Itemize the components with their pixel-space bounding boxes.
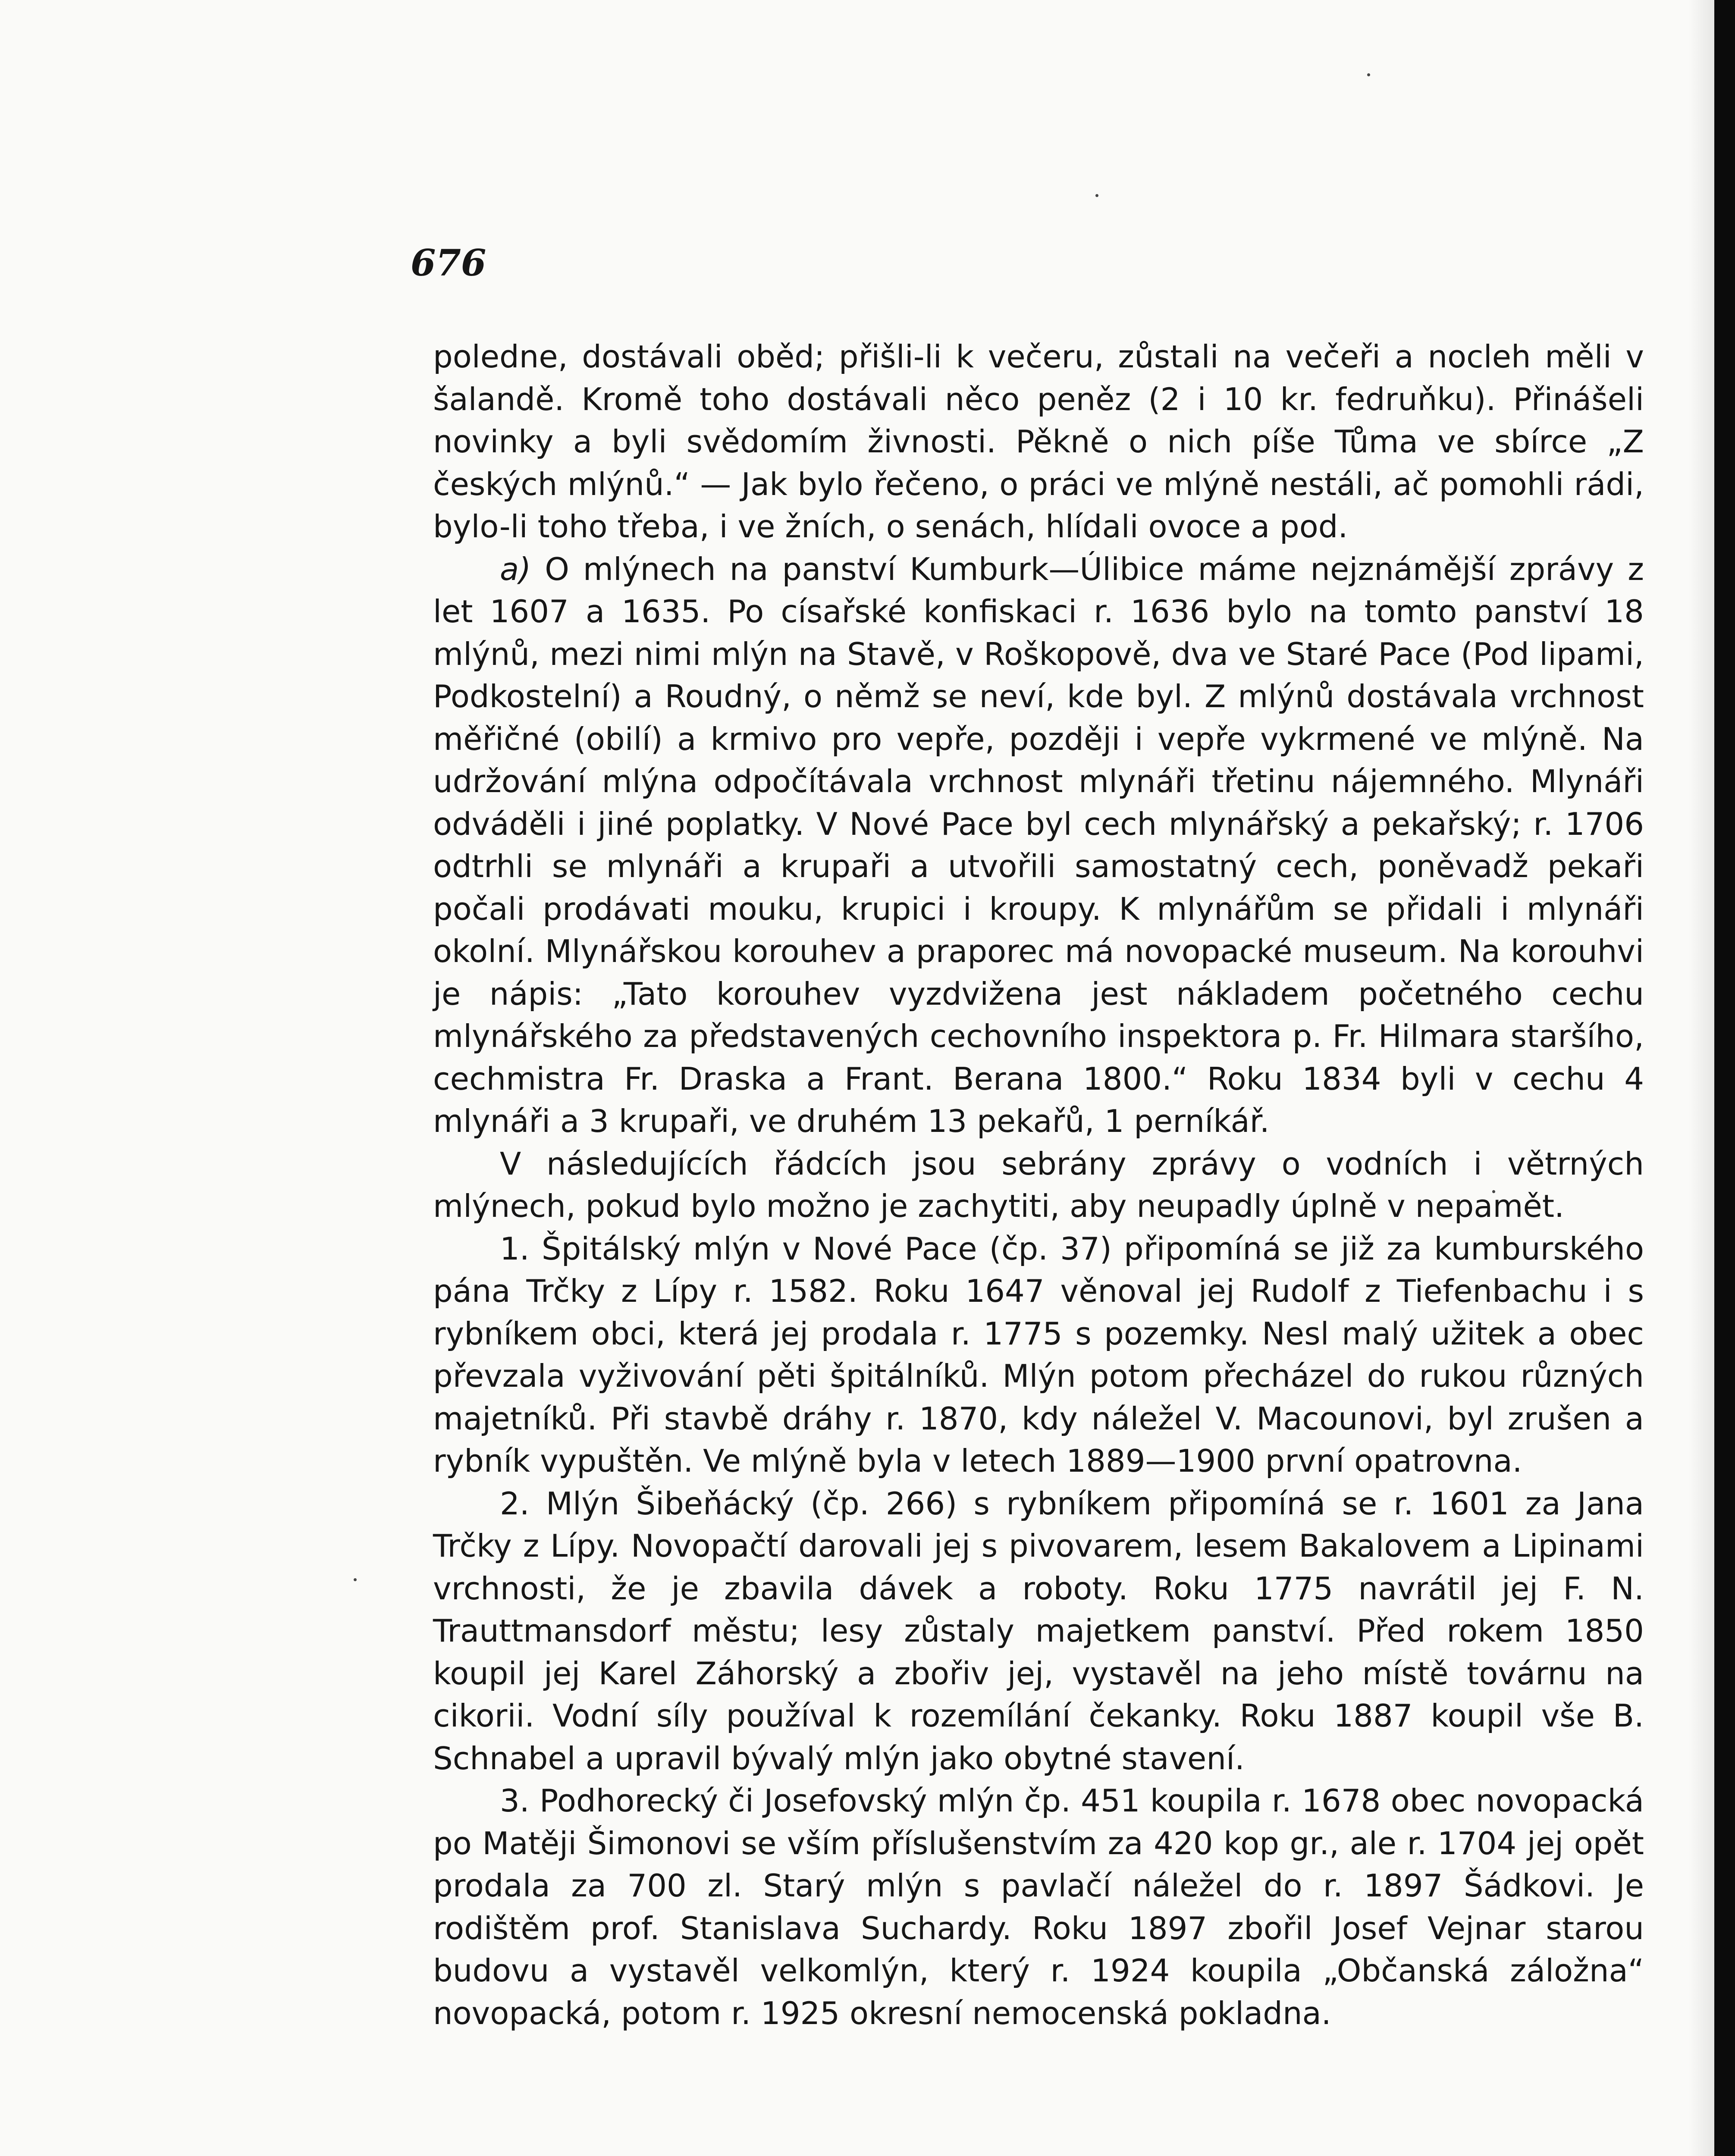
paragraph [433, 1780, 1644, 2034]
paragraph [433, 548, 1644, 1143]
paragraph-text: 3. Podhorecký či Josefovský mlýn čp. 451 koupila r. 1678 obec novopacká po Matěji Šimonovi se vším příslušenstvím za 420 kop gr., ale r. 1704 jej opět prodala za 700 zl. Starý mlýn s pavlačí náležel do r. 1897 Šádkovi. Je rodištěm prof. Stanislava Suchardy. Roku 1897 zbořil Josef Vejnar starou budovu a vystavěl velkomlýn, který r. 1924 koupila „Občanská záložna“ novopacká, potom r. 1925 okresní nemocenská pokladna. [433, 1783, 1644, 2031]
section-label: a) [500, 551, 545, 587]
paragraph-text: 2. Mlýn Šibeňácký (čp. 266) s rybníkem připomíná se r. 1601 za Jana Trčky z Lípy. Novopačtí darovali jej s pivovarem, lesem Bakalovem a Lipinami vrchnosti, že je zbavila dávek a roboty. Roku 1775 navrátil jej F. N. Trauttmansdorf městu; lesy zůstaly majetkem panství. Před rokem 1850 koupil jej Karel Záhorský a zbořiv jej, vystavěl na jeho místě továrnu na cikorii. Vodní síly používal k rozemílání čekanky. Roku 1887 koupil vše B. Schnabel a upravil bývalý mlýn jako obytné stavení. [433, 1485, 1644, 1777]
paragraph-text: V následujících řádcích jsou sebrány zprávy o vodních i větrných mlýnech, pokud bylo možno je zachytiti, aby neupadly úplně v nepamět. [433, 1145, 1644, 1224]
paragraph-text: poledne, dostávali oběd; přišli-li k večeru, zůstali na večeři a nocleh měli v šalandě. Kromě toho dostávali něco peněz (2 i 10 kr. fedruňku). Přinášeli novinky a byli svědomím živnosti. Pěkně o nich píše Tůma ve sbírce „Z českých mlýnů.“ — Jak bylo řečeno, o práci ve mlýně nestáli, ač pomohli rádi, bylo-li toho třeba, i ve žních, o senách, hlídali ovoce a pod. [433, 338, 1644, 545]
paragraph [433, 335, 1644, 548]
paragraph [433, 1482, 1644, 1780]
page-number: 676 [411, 241, 486, 284]
dust-speck [1095, 194, 1098, 197]
paragraph-text: 1. Špitálský mlýn v Nové Pace (čp. 37) připomíná se již za kumburského pána Trčky z Lípy r. 1582. Roku 1647 věnoval jej Rudolf z Tiefenbachu i s rybníkem obci, která jej prodala r. 1775 s pozemky. Nesl malý užitek a obec převzala vyživování pěti špitálníků. Mlýn potom přecházel do rukou různých majetníků. Při stavbě dráhy r. 1870, kdy náležel V. Macounovi, byl zrušen a rybník vypuštěn. Ve mlýně byla v letech 1889—1900 první opatrovna. [433, 1230, 1644, 1479]
paragraph [433, 1143, 1644, 1228]
dust-speck [1367, 73, 1370, 76]
dust-speck [354, 1578, 357, 1581]
paragraph [433, 1228, 1644, 1482]
paragraph-text: O mlýnech na panství Kumburk—Úlibice máme nejznámější zprávy z let 1607 a 1635. Po císařské konfiskaci r. 1636 bylo na tomto panství 18 mlýnů, mezi nimi mlýn na Stavě, v Roškopově, dva ve Staré Pace (Pod lipami, Podkostelní) a Roudný, o němž se neví, kde byl. Z mlýnů dostávala vrchnost měřičné (obilí) a krmivo pro vepře, později i vepře vykrmené ve mlýně. Na udržování mlýna odpočítávala vrchnost mlynáři třetinu nájemného. Mlynáři odváděli i jiné poplatky. V Nové Pace byl cech mlynářský a pekařský; r. 1706 odtrhli se mlynáři a krupaři a utvořili samostatný cech, poněvadž pekaři počali prodávati mouku, krupici i kroupy. K mlynářům se přidali i mlynáři okolní. Mlynářskou korouhev a praporec má novopacké museum. Na korouhvi je nápis: „Tato korouhev vyzdvižena jest nákladem početného cechu mlynářského za představených cechovního inspektora p. Fr. Hilmara staršího, cechmistra Fr. Draska a Frant. Berana 1800.“ Roku 1834 byli v cechu 4 mlynáři a 3 krupaři, ve druhém 13 pekařů, 1 perníkář. [433, 551, 1644, 1139]
page-edge-shadow [1688, 0, 1714, 2156]
body-text [433, 335, 1644, 2034]
